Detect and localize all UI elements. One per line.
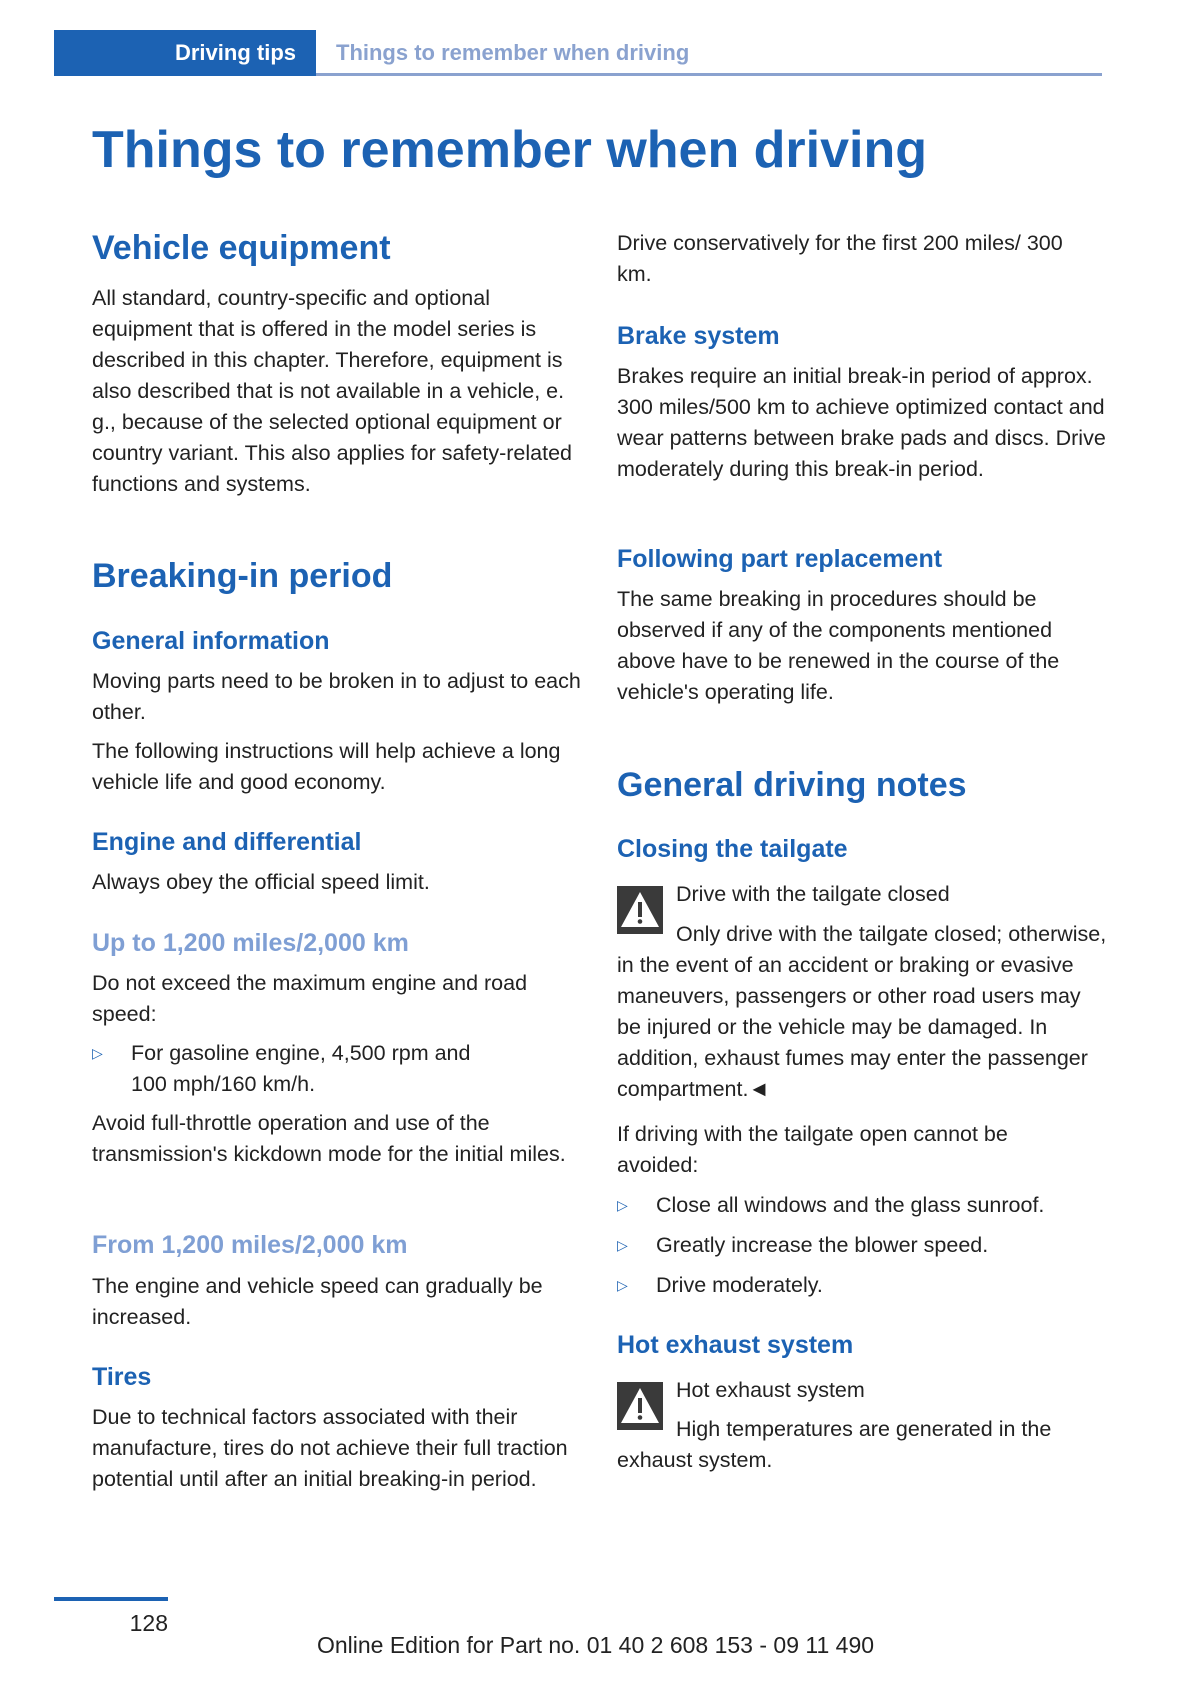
list-item <box>617 1190 1107 1221</box>
general-text-1: Moving parts need to be broken in to adjust to each other. <box>92 669 581 724</box>
heading-tires: Tires <box>92 1363 152 1391</box>
vehicle-equipment-text: All standard, country-specific and optional equipment that is offered in the model series is described in this chapter. Therefore, equipment is also described that is not available in a vehicle, e. g., because of the selected optional equipment or country variant. This also applies for safety-related functions and systems. <box>92 286 573 496</box>
upto-text-2: Avoid full-throttle operation and use of the transmission's kickdown mode for the initial miles. <box>92 1111 566 1166</box>
heading-general-driving: General driving notes <box>617 766 967 804</box>
heading-brake: Brake system <box>617 322 780 350</box>
heading-hot-exhaust: Hot exhaust system <box>617 1331 854 1359</box>
heading-engine: Engine and differential <box>92 828 362 856</box>
heading-vehicle-equipment: Vehicle equipment <box>92 229 391 267</box>
bullet-triangle-icon: ▷ <box>92 1045 103 1061</box>
heading-tailgate: Closing the tailgate <box>617 835 848 863</box>
footer-rule <box>54 1597 168 1601</box>
tailgate-warning-title: Drive with the tailgate closed <box>676 882 950 906</box>
page-number: 128 <box>129 1610 168 1636</box>
heading-from: From 1,200 miles/2,000 km <box>92 1231 408 1259</box>
footer-edition: Online Edition for Part no. 01 40 2 608 153 - 09 11 490 <box>316 1632 875 1658</box>
tires-text-cont: Drive conservatively for the first 200 miles/ 300 km. <box>617 231 1063 286</box>
bullet-triangle-icon: ▷ <box>617 1197 628 1213</box>
heading-breaking-in: Breaking-in period <box>92 557 393 595</box>
engine-text: Always obey the official speed limit. <box>92 870 430 894</box>
tailgate-text: If driving with the tailgate open cannot be avoided: <box>617 1122 1008 1177</box>
breadcrumb: Things to remember when driving <box>336 40 690 65</box>
page-title: Things to remember when driving <box>92 121 927 179</box>
heading-up-to: Up to 1,200 miles/2,000 km <box>92 929 409 957</box>
section-tab <box>54 30 316 76</box>
heading-general-information: General information <box>92 627 330 655</box>
tires-text: Due to technical factors associated with their manufacture, tires do not achieve their full traction potential until after an initial breaking-in period. <box>92 1405 568 1491</box>
general-text-2: The following instructions will help achieve a long vehicle life and good economy. <box>92 739 561 794</box>
list-item <box>92 1038 584 1100</box>
exhaust-warning-text: High temperatures are generated in the exhaust system. <box>617 1417 1052 1472</box>
list-item <box>617 1270 1107 1301</box>
list-item <box>617 1230 1107 1261</box>
exhaust-warning-title: Hot exhaust system <box>676 1378 865 1402</box>
following-text: The same breaking in procedures should be observed if any of the components mentioned above have to be renewed in the course of the vehicle's operating life. <box>617 587 1060 704</box>
upto-text: Do not exceed the maximum engine and road speed: <box>92 971 528 1026</box>
header-rule <box>316 73 1102 76</box>
bullet-triangle-icon: ▷ <box>617 1237 628 1253</box>
bullet-text: Greatly increase the blower speed. <box>656 1233 989 1257</box>
heading-following: Following part replacement <box>617 545 943 573</box>
bullet-text: Drive moderately. <box>656 1273 823 1297</box>
from-text: The engine and vehicle speed can gradually be increased. <box>92 1274 543 1329</box>
bullet-text: Close all windows and the glass sunroof. <box>656 1193 1045 1217</box>
bullet-text: For gasoline engine, 4,500 rpm and 100 mph/160 km/h. <box>131 1041 471 1096</box>
brake-text: Brakes require an initial break-in period of approx. 300 miles/500 km to achieve optimized contact and wear patterns between brake pads and discs. Drive moderately during this break-in period. <box>617 364 1106 481</box>
tailgate-warning-text: Only drive with the tailgate closed; otherwise, in the event of an accident or braking or evasive maneuvers, passengers or other road users may be injured or the vehicle may be damaged. In addition, exhaust fumes may enter the passenger compartment.◄ <box>617 922 1107 1101</box>
section-label: Driving tips <box>174 40 296 65</box>
bullet-triangle-icon: ▷ <box>617 1277 628 1293</box>
